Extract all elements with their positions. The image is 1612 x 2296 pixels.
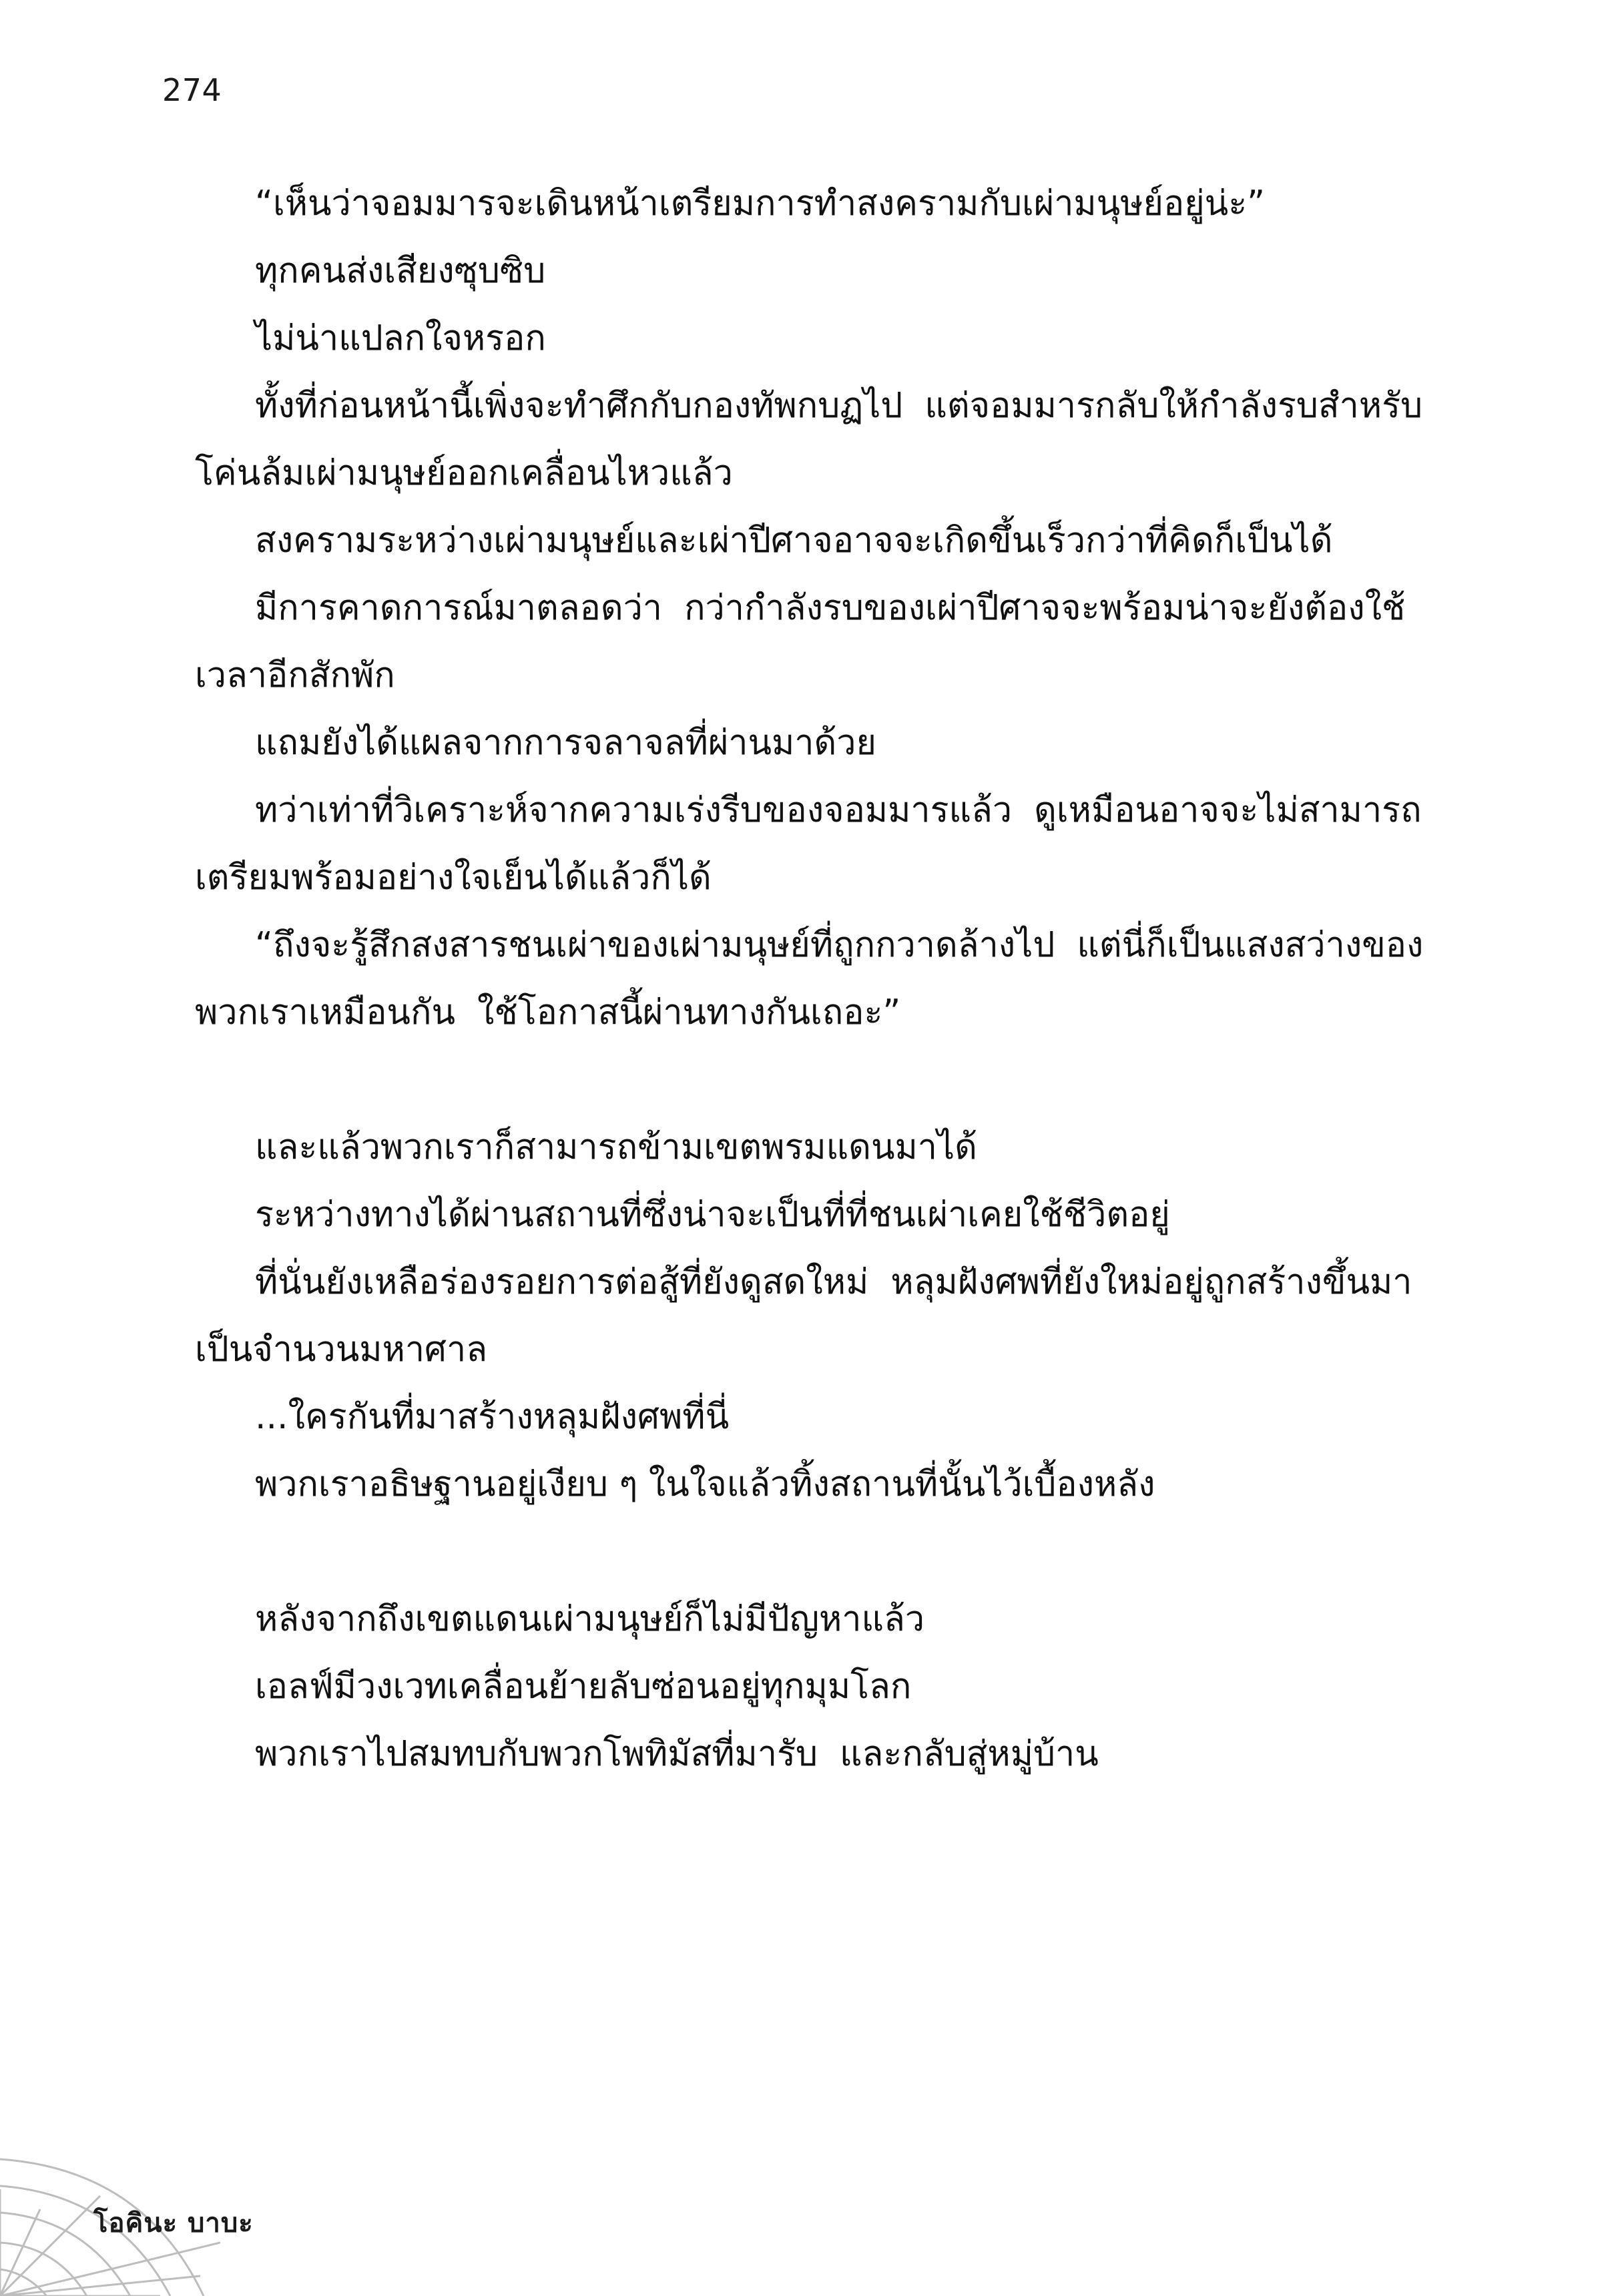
paragraph-spacer [195, 1047, 1443, 1114]
paragraph: หลังจากถึงเขตแดนเผ่ามนุษย์ก็ไม่มีปัญหาแล้ว [255, 1599, 925, 1639]
paragraph: “ถึงจะรู้สึกสงสารชนเผ่าของเผ่ามนุษย์ที่ถูกกวาดล้างไป แต่นี่ก็เป็นแสงสว่างของพวกเราเหมือนกัน ใช้โอกาสนี้ผ่านทางกันเถอะ” [195, 925, 1424, 1033]
paragraph: พวกเราอธิษฐานอยู่เงียบ ๆ ในใจแล้วทิ้งสถานที่นั้นไว้เบื้องหลัง [255, 1464, 1155, 1504]
paragraph: ทุกคนส่งเสียงซุบซิบ [255, 251, 546, 291]
paragraph: ไม่น่าแปลกใจหรอก [255, 318, 546, 358]
paragraph: “เห็นว่าจอมมารจะเดินหน้าเตรียมการทำสงครามกับเผ่ามนุษย์อยู่น่ะ” [255, 184, 1266, 224]
page-body-text [195, 170, 1443, 1788]
paragraph: มีการคาดการณ์มาตลอดว่า กว่ากำลังรบของเผ่าปีศาจจะพร้อมน่าจะยังต้องใช้เวลาอีกสักพัก [195, 588, 1406, 695]
paragraph: ระหว่างทางได้ผ่านสถานที่ซึ่งน่าจะเป็นที่ที่ชนเผ่าเคยใช้ชีวิตอยู่ [255, 1195, 1170, 1235]
paragraph: ...ใครกันที่มาสร้างหลุมฝังศพที่นี่ [255, 1397, 730, 1437]
paragraph: ทั้งที่ก่อนหน้านี้เพิ่งจะทำศึกกับกองทัพกบฏไป แต่จอมมารกลับให้กำลังรบสำหรับโค่นล้มเผ่ามนุษย์ออกเคลื่อนไหวแล้ว [195, 386, 1423, 493]
footer-author: โอคินะ บาบะ [93, 2208, 254, 2239]
spider-web-icon [0, 2076, 220, 2296]
paragraph: ทว่าเท่าที่วิเคราะห์จากความเร่งรีบของจอมมารแล้ว ดูเหมือนอาจจะไม่สามารถเตรียมพร้อมอย่างใจเย็นได้แล้วก็ได้ [195, 790, 1422, 898]
paragraph: พวกเราไปสมทบกับพวกโพทิมัสที่มารับ และกลับสู่หมู่บ้าน [255, 1734, 1099, 1774]
paragraph: ที่นั่นยังเหลือร่องรอยการต่อสู้ที่ยังดูสดใหม่ หลุมฝังศพที่ยังใหม่อยู่ถูกสร้างขึ้นมาเป็นจำนวนมหาศาล [195, 1262, 1412, 1370]
paragraph-spacer [195, 1518, 1443, 1586]
paragraph: แถมยังได้แผลจากการจลาจลที่ผ่านมาด้วย [255, 723, 876, 763]
paragraph: เอลฟ์มีวงเวทเคลื่อนย้ายลับซ่อนอยู่ทุกมุมโลก [255, 1667, 912, 1707]
page-number: 274 [162, 72, 222, 108]
paragraph: และแล้วพวกเราก็สามารถข้ามเขตพรมแดนมาได้ [255, 1127, 977, 1167]
paragraph: สงครามระหว่างเผ่ามนุษย์และเผ่าปีศาจอาจจะเกิดขึ้นเร็วกว่าที่คิดก็เป็นได้ [255, 521, 1333, 561]
